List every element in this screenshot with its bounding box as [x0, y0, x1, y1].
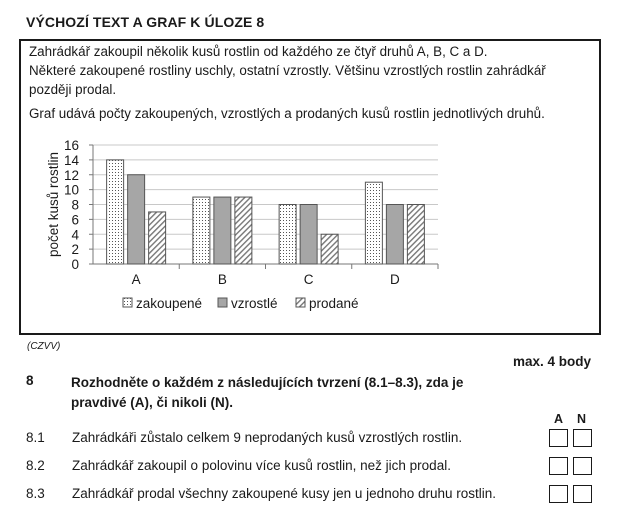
y-tick-label: 12: [63, 167, 79, 183]
bar-A-2: [128, 175, 145, 264]
column-header-n: N: [577, 412, 587, 426]
x-tick-label: A: [131, 272, 141, 287]
legend-swatch: [218, 298, 227, 307]
chart-legend: [123, 296, 359, 311]
y-axis-label: počet kusů rostlin: [46, 151, 61, 258]
legend-label: prodané: [309, 296, 359, 311]
x-tick-label: D: [390, 272, 400, 287]
y-tick-label: 6: [71, 212, 79, 228]
answer-n-checkbox-3[interactable]: [573, 485, 592, 503]
y-tick-label: 4: [71, 227, 79, 243]
legend-label: vzrostlé: [231, 296, 278, 311]
answer-a-checkbox-2[interactable]: [549, 457, 568, 475]
intro-line-1: Zahrádkář zakoupil několik kusů rostlin od každého ze čtyř druhů A, B, C a D.: [29, 44, 488, 59]
statement-text-1: Zahrádkáři zůstalo celkem 9 neprodaných kusů vzrostlých rostlin.: [72, 430, 463, 445]
y-tick-label: 0: [71, 257, 79, 272]
question-text: [71, 373, 491, 413]
answer-a-checkbox-1[interactable]: [549, 429, 568, 447]
bar-D-1: [365, 182, 382, 264]
bar-D-3: [407, 205, 424, 265]
bar-C-1: [279, 205, 296, 265]
x-tick-label: C: [303, 272, 314, 287]
bar-C-2: [300, 205, 317, 265]
legend-label: zakoupené: [136, 296, 203, 311]
bar-A-1: [107, 160, 124, 264]
y-tick-label: 8: [71, 197, 79, 213]
statement-number-2: 8.2: [26, 458, 45, 473]
bar-D-2: [386, 205, 403, 265]
answer-n-checkbox-2[interactable]: [573, 457, 592, 475]
statement-text-3: Zahrádkář prodal všechny zakoupené kusy jen u jednoho druhu rostlin.: [72, 486, 497, 501]
statement-text-2: Zahrádkář zakoupil o polovinu více kusů rostlin, než jich prodal.: [72, 458, 451, 473]
intro-line-3: později prodal.: [29, 82, 117, 97]
y-tick-label: 14: [63, 152, 79, 168]
column-header-a: A: [554, 412, 564, 426]
y-tick-label: 10: [63, 182, 79, 198]
question-text-line-1: Rozhodněte o každém z následujících tvrzení (8.1–8.3), zda je: [71, 375, 464, 390]
y-tick-label: 16: [63, 138, 79, 153]
bar-B-3: [235, 197, 252, 264]
bar-B-2: [214, 197, 231, 264]
y-tick-label: 2: [71, 242, 79, 258]
section-heading: VÝCHOZÍ TEXT A GRAF K ÚLOZE 8: [26, 14, 265, 30]
answer-a-checkbox-3[interactable]: [549, 485, 568, 503]
bar-A-3: [149, 212, 166, 264]
statement-number-3: 8.3: [26, 486, 45, 501]
max-points: max. 4 body: [513, 354, 592, 369]
legend-swatch: [296, 298, 305, 307]
question-number: 8: [26, 373, 34, 388]
bar-B-1: [193, 197, 210, 264]
statement-number-1: 8.1: [26, 430, 45, 445]
intro-line-2: Některé zakoupené rostliny uschly, ostatní vzrostly. Většinu vzrostlých rostlin zahrádkář: [29, 63, 546, 78]
legend-swatch: [123, 298, 132, 307]
question-text-line-2: pravdivé (A), či nikoli (N).: [71, 395, 234, 410]
bar-C-3: [321, 234, 338, 264]
chart-bars: [107, 160, 425, 264]
x-tick-label: B: [217, 272, 227, 287]
answer-n-checkbox-1[interactable]: [573, 429, 592, 447]
intro-line-4: Graf udává počty zakoupených, vzrostlých a prodaných kusů rostlin jednotlivých druhů.: [29, 106, 545, 121]
source-note: (CZVV): [27, 341, 61, 352]
